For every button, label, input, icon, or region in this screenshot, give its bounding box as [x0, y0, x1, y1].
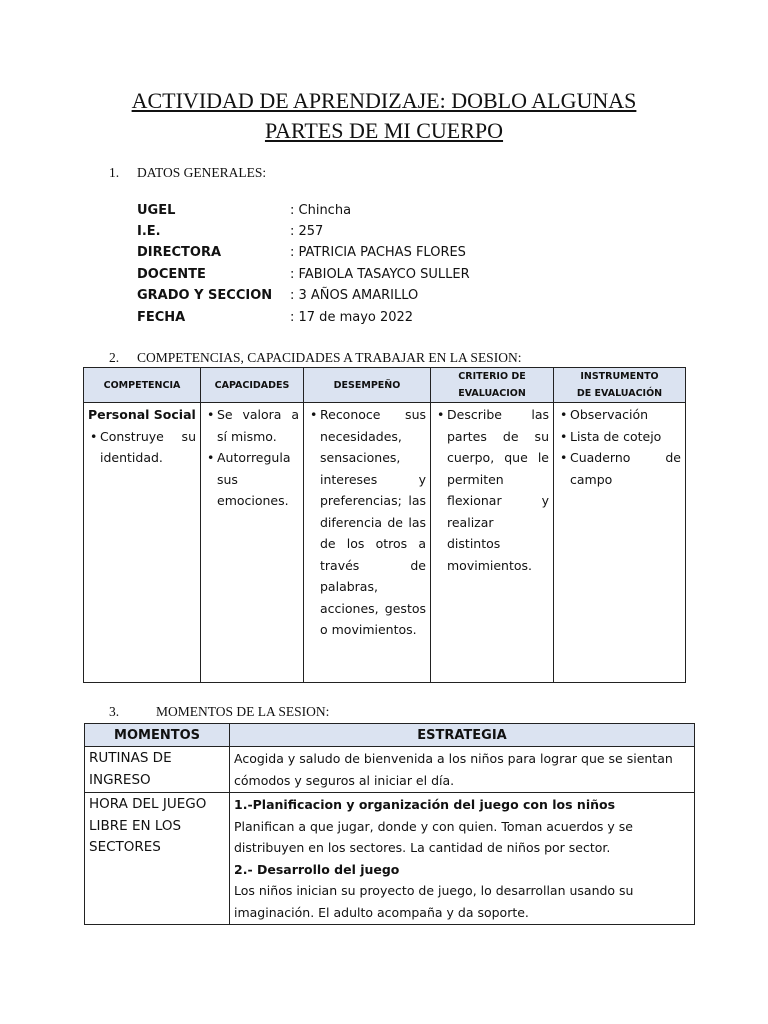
step-1-text: Planifican a que jugar, donde y con quien. Toman acuerdos y se distribuyen en los sectores. La cantidad de niños por sector.: [234, 818, 633, 855]
header-criterio-line-2: EVALUACION: [458, 388, 526, 399]
datos-value: : PATRICIA PACHAS FLORES: [290, 245, 466, 260]
criterio-item: • Describe las partes de su cuerpo, que le permiten flexionar y realizar distintos movimientos.: [435, 404, 549, 576]
section-3-heading: [109, 704, 329, 720]
instrumento-item: • Lista de cotejo: [558, 426, 681, 448]
cell-instrumentos: [554, 403, 686, 683]
header-instrumento-line-1: INSTRUMENTO: [580, 371, 659, 382]
datos-value: : 257: [290, 224, 324, 239]
header-criterio-line-1: CRITERIO DE: [458, 371, 526, 382]
datos-label: DOCENTE: [137, 267, 206, 282]
section-1-heading: [109, 165, 266, 181]
page-title-line-1: ACTIVIDAD DE APRENDIZAJE: DOBLO ALGUNAS: [131, 88, 637, 113]
momentos-table: [84, 723, 695, 925]
datos-label: I.E.: [137, 224, 161, 239]
header-estrategia: ESTRATEGIA: [230, 724, 695, 747]
header-capacidades: CAPACIDADES: [201, 368, 304, 403]
section-2-number: 2.: [109, 350, 120, 365]
datos-label: FECHA: [137, 310, 186, 325]
cell-capacidades: [201, 403, 304, 683]
section-2-heading: [109, 350, 521, 366]
header-instrumento-line-2: DE EVALUACIÓN: [576, 388, 663, 399]
competencias-header-row: [84, 368, 686, 403]
page-title-line-2: PARTES DE MI CUERPO: [264, 118, 504, 143]
competencia-title: Personal Social: [88, 407, 196, 422]
cell-criterio: [431, 403, 554, 683]
section-3-number: 3.: [109, 704, 120, 719]
estrategia-juego-libre: [230, 793, 695, 925]
momento-rutinas: RUTINAS DE INGRESO: [85, 747, 230, 793]
section-1-label: DATOS GENERALES:: [137, 165, 267, 180]
step-2-title: 2.- Desarrollo del juego: [234, 861, 400, 877]
datos-value: : FABIOLA TASAYCO SULLER: [290, 267, 470, 282]
section-1-number: 1.: [109, 165, 120, 180]
cell-competencia: [84, 403, 201, 683]
datos-value: : 3 AÑOS AMARILLO: [290, 288, 419, 303]
momento-juego-libre: HORA DEL JUEGO LIBRE EN LOS SECTORES: [85, 793, 230, 925]
header-instrumento: [554, 368, 686, 403]
instrumento-item: • Cuaderno de campo: [558, 447, 681, 490]
table-row: [85, 793, 695, 925]
datos-label: UGEL: [137, 203, 176, 218]
header-momentos: MOMENTOS: [85, 724, 230, 747]
datos-label: GRADO Y SECCION: [137, 288, 273, 303]
competencias-body-row: [84, 403, 686, 683]
header-desempeno: DESEMPEÑO: [304, 368, 431, 403]
momentos-header-row: [85, 724, 695, 747]
datos-label: DIRECTORA: [137, 245, 222, 260]
competencias-table: [83, 367, 686, 683]
instrumento-item: • Observación: [558, 404, 681, 426]
competencia-item: • Construye su identidad.: [88, 426, 196, 469]
step-1-title: 1.-Planificacion y organización del juego con los niños: [234, 797, 616, 812]
section-2-label: COMPETENCIAS, CAPACIDADES A TRABAJAR EN LA SESION:: [137, 350, 522, 365]
datos-value: : Chincha: [290, 203, 352, 218]
step-2-text: Los niños inician su proyecto de juego, lo desarrollan usando su imaginación. El adulto acompaña y da soporte.: [234, 883, 634, 920]
capacidad-item: • Se valora a sí mismo.: [205, 404, 299, 447]
header-criterio: [431, 368, 554, 403]
capacidad-item: • Autorregula sus emociones.: [205, 447, 299, 512]
estrategia-rutinas: Acogida y saludo de bienvenida a los niños para lograr que se sientan cómodos y seguros al iniciar el día.: [230, 747, 695, 793]
header-competencia: COMPETENCIA: [84, 368, 201, 403]
cell-desempeno: [304, 403, 431, 683]
datos-value: : 17 de mayo 2022: [290, 310, 414, 325]
table-row: [85, 747, 695, 793]
desempeno-item: • Reconoce sus necesidades, sensaciones, intereses y preferencias; las diferencia de las de los otros a través de palabras, acciones, gestos o movimientos.: [308, 404, 426, 641]
section-3-label: MOMENTOS DE LA SESION:: [156, 704, 330, 719]
